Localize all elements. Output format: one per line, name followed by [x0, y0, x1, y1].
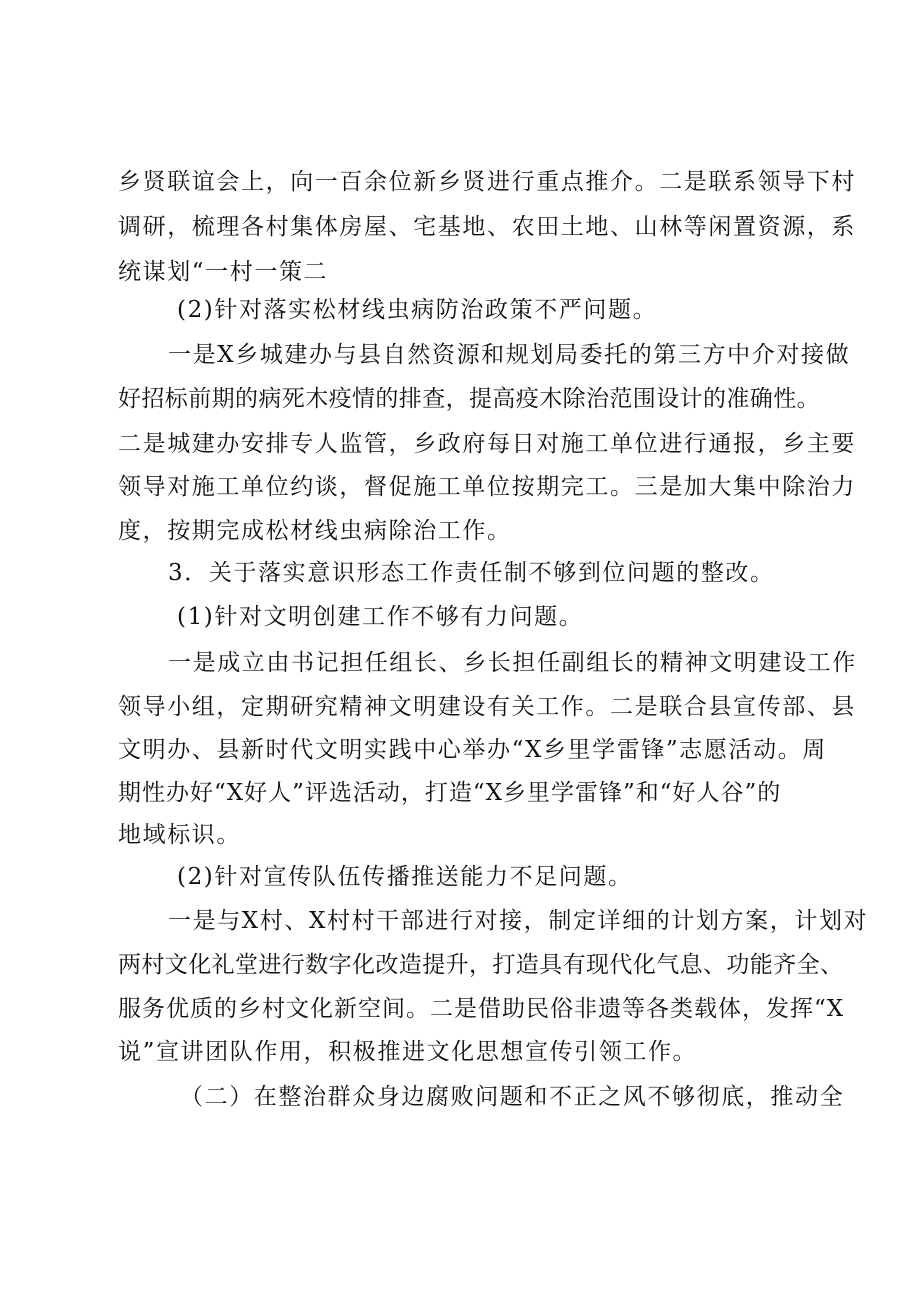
body-text-line: 领导小组，定期研究精神文明建设有关工作。二是联合县宣传部、县	[118, 694, 856, 720]
body-text-line: 说”宣讲团队作用，积极推进文化思想宣传引领工作。	[118, 1039, 698, 1065]
subsection-heading: (1)针对文明创建工作不够有力问题。	[177, 604, 584, 630]
body-text-line: 好招标前期的病死木疫情的排查，提高疫木除治范围设计的准确性。	[118, 386, 820, 412]
body-text-line: 一是X乡城建办与县自然资源和规划局委托的第三方中介对接做	[168, 342, 851, 368]
body-text-line: 服务优质的乡村文化新空间。二是借助民俗非遗等各类载体，发挥“X	[118, 996, 845, 1022]
body-text-line: 两村文化礼堂进行数字化改造提升，打造具有现代化气息、功能齐全、	[118, 952, 844, 978]
subsection-heading: (2)针对落实松材线虫病防治政策不严问题。	[177, 297, 658, 323]
body-text-line: 文明办、县新时代文明实践中心举办“X乡里学雷锋”志愿活动。周	[118, 737, 827, 763]
body-text-line: 调研，梳理各村集体房屋、宅基地、农田土地、山林等闲置资源，系	[118, 214, 856, 240]
body-text-line: 期性办好“X好人”评选活动，打造“X乡里学雷锋”和“好人谷”的	[118, 780, 782, 806]
section-heading: 3．关于落实意识形态工作责任制不够到位问题的整改。	[168, 560, 775, 586]
body-text-line: 统谋划“一村一策二	[118, 259, 329, 285]
body-text-line: 度，按期完成松材线虫病除治工作。	[118, 518, 512, 544]
subsection-heading: (2)针对宣传队伍传播推送能力不足问题。	[177, 864, 633, 890]
body-text-line: 地域标识。	[118, 822, 241, 848]
section-heading: （二）在整治群众身边腐败问题和不正之风不够彻底，推动全	[180, 1084, 845, 1110]
body-text-line: 乡贤联谊会上，向一百余位新乡贤进行重点推介。二是联系领导下村	[118, 169, 856, 195]
body-text-line: 二是城建办安排专人监管，乡政府每日对施工单位进行通报，乡主要	[118, 431, 856, 457]
body-text-line: 一是与X村、X村村干部进行对接，制定详细的计划方案，计划对	[168, 908, 869, 934]
body-text-line: 一是成立由书记担任组长、乡长担任副组长的精神文明建设工作	[168, 650, 857, 676]
body-text-line: 领导对施工单位约谈，督促施工单位按期完工。三是加大集中除治力	[118, 474, 856, 500]
